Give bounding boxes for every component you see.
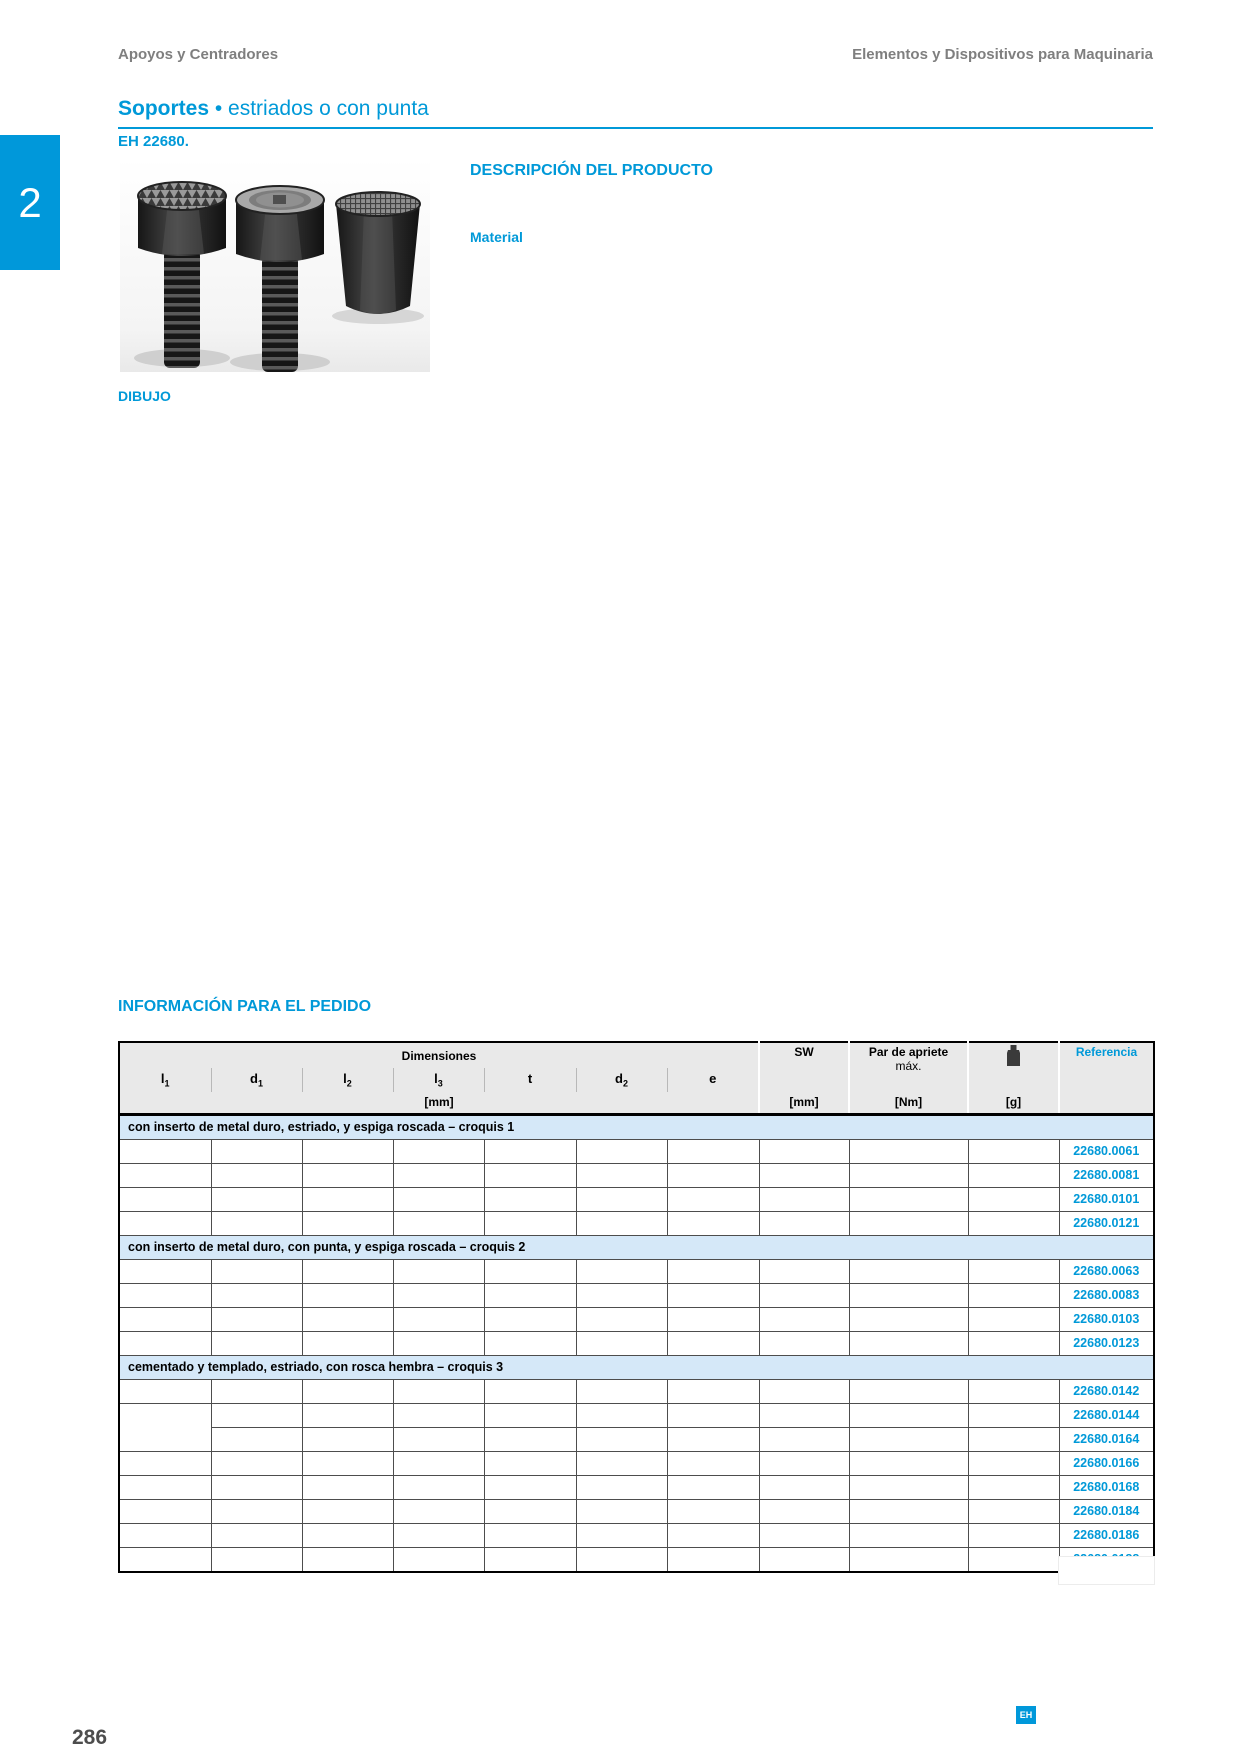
empty-cell	[119, 1259, 211, 1283]
empty-cell	[576, 1187, 667, 1211]
empty-cell	[759, 1451, 849, 1475]
empty-cell	[759, 1259, 849, 1283]
empty-cell	[968, 1523, 1059, 1547]
empty-cell	[667, 1403, 759, 1427]
empty-cell	[393, 1331, 484, 1355]
reference-cell: 22680.0121	[1059, 1211, 1154, 1235]
reference-cell: 22680.0186	[1059, 1523, 1154, 1547]
empty-cell	[759, 1211, 849, 1235]
table-row	[119, 1283, 1154, 1307]
empty-cell	[211, 1163, 302, 1187]
reference-cell: 22680.0164	[1059, 1427, 1154, 1451]
empty-cell	[393, 1211, 484, 1235]
empty-cell	[211, 1307, 302, 1331]
table-row	[119, 1163, 1154, 1187]
empty-cell	[484, 1259, 576, 1283]
empty-cell	[302, 1283, 393, 1307]
empty-cell	[576, 1403, 667, 1427]
empty-cell	[849, 1427, 968, 1451]
empty-cell	[484, 1523, 576, 1547]
empty-cell	[849, 1283, 968, 1307]
empty-cell	[393, 1523, 484, 1547]
empty-cell	[968, 1187, 1059, 1211]
empty-cell	[119, 1547, 211, 1572]
empty-cell	[393, 1307, 484, 1331]
empty-cell	[119, 1523, 211, 1547]
header-col-e: e	[667, 1068, 759, 1092]
empty-cell	[211, 1427, 302, 1451]
empty-cell	[667, 1187, 759, 1211]
empty-cell	[576, 1427, 667, 1451]
empty-cell	[393, 1451, 484, 1475]
empty-cell	[119, 1163, 211, 1187]
empty-cell	[393, 1403, 484, 1427]
header-col-d2: $d_2$	[576, 1068, 667, 1092]
empty-cell	[968, 1163, 1059, 1187]
empty-cell	[759, 1499, 849, 1523]
empty-cell	[667, 1499, 759, 1523]
table-row	[119, 1403, 1154, 1427]
empty-cell	[576, 1379, 667, 1403]
empty-cell	[576, 1211, 667, 1235]
empty-cell	[302, 1475, 393, 1499]
empty-cell	[576, 1259, 667, 1283]
empty-cell	[667, 1259, 759, 1283]
empty-cell	[849, 1307, 968, 1331]
empty-cell	[667, 1139, 759, 1163]
empty-cell	[759, 1379, 849, 1403]
section-label: cementado y templado, estriado, con rosca hembra – croquis 3	[119, 1355, 1154, 1379]
empty-cell	[302, 1163, 393, 1187]
empty-cell	[849, 1211, 968, 1235]
empty-cell	[667, 1283, 759, 1307]
empty-cell	[849, 1499, 968, 1523]
running-header-right: Elementos y Dispositivos para Maquinaria	[852, 46, 1153, 63]
empty-cell	[849, 1379, 968, 1403]
empty-cell	[667, 1547, 759, 1572]
empty-cell	[667, 1379, 759, 1403]
empty-cell	[211, 1523, 302, 1547]
header-col-t: t	[484, 1068, 576, 1092]
empty-cell	[759, 1307, 849, 1331]
empty-cell	[968, 1379, 1059, 1403]
ordering-table	[118, 1041, 1155, 1573]
empty-cell	[576, 1163, 667, 1187]
empty-cell	[119, 1187, 211, 1211]
empty-cell	[968, 1499, 1059, 1523]
empty-cell	[576, 1307, 667, 1331]
empty-cell	[968, 1427, 1059, 1451]
empty-cell	[302, 1403, 393, 1427]
empty-cell	[759, 1547, 849, 1572]
section-row-3	[119, 1355, 1154, 1379]
empty-cell	[211, 1331, 302, 1355]
empty-cell	[484, 1403, 576, 1427]
chapter-tab	[0, 135, 60, 270]
header-dimensions: Dimensiones	[119, 1042, 759, 1068]
empty-cell	[759, 1139, 849, 1163]
reference-cell: 22680.0063	[1059, 1259, 1154, 1283]
empty-cell	[849, 1163, 968, 1187]
empty-cell	[393, 1187, 484, 1211]
empty-cell	[484, 1163, 576, 1187]
reference-cell: 22680.0061	[1059, 1139, 1154, 1163]
empty-cell	[211, 1211, 302, 1235]
empty-cell	[667, 1163, 759, 1187]
empty-cell	[968, 1307, 1059, 1331]
units-dimensions: [mm]	[119, 1092, 759, 1114]
table-row	[119, 1427, 1154, 1451]
header-col-l3: $l_3$	[393, 1068, 484, 1092]
units-weight: [g]	[968, 1092, 1059, 1114]
empty-cell	[119, 1283, 211, 1307]
drawing-heading: DIBUJO	[118, 388, 171, 404]
empty-cell	[759, 1331, 849, 1355]
empty-cell	[576, 1547, 667, 1572]
empty-cell	[849, 1139, 968, 1163]
reference-cell: 22680.0083	[1059, 1283, 1154, 1307]
empty-cell	[393, 1475, 484, 1499]
table-row	[119, 1547, 1154, 1572]
empty-cell	[211, 1451, 302, 1475]
page-title-rest: • estriados o con punta	[214, 97, 429, 120]
empty-cell	[759, 1187, 849, 1211]
empty-cell	[484, 1547, 576, 1572]
empty-cell	[576, 1331, 667, 1355]
empty-cell	[393, 1427, 484, 1451]
empty-cell	[393, 1283, 484, 1307]
table-row	[119, 1139, 1154, 1163]
empty-cell	[211, 1187, 302, 1211]
table-row	[119, 1475, 1154, 1499]
header-weight	[968, 1042, 1059, 1092]
empty-cell	[302, 1139, 393, 1163]
section-row-1	[119, 1114, 1154, 1139]
empty-cell	[484, 1379, 576, 1403]
empty-cell	[119, 1379, 211, 1403]
empty-cell	[119, 1331, 211, 1355]
empty-cell	[849, 1259, 968, 1283]
empty-cell	[484, 1331, 576, 1355]
eh-logo: EH	[1016, 1706, 1036, 1724]
empty-cell	[968, 1259, 1059, 1283]
empty-cell	[393, 1379, 484, 1403]
empty-cell	[759, 1283, 849, 1307]
reference-cell: 22680.0142	[1059, 1379, 1154, 1403]
table-row	[119, 1379, 1154, 1403]
empty-cell	[576, 1523, 667, 1547]
empty-cell	[484, 1427, 576, 1451]
header-col-l2: $l_2$	[302, 1068, 393, 1092]
empty-cell	[211, 1259, 302, 1283]
empty-cell	[119, 1211, 211, 1235]
product-photo-image	[120, 158, 430, 372]
empty-cell	[576, 1499, 667, 1523]
empty-cell	[576, 1139, 667, 1163]
empty-cell	[667, 1427, 759, 1451]
header-referencia: Referencia	[1059, 1042, 1154, 1114]
empty-cell	[667, 1211, 759, 1235]
empty-cell	[968, 1451, 1059, 1475]
empty-cell	[211, 1547, 302, 1572]
empty-cell	[576, 1283, 667, 1307]
empty-cell	[968, 1475, 1059, 1499]
empty-cell	[119, 1139, 211, 1163]
empty-cell	[302, 1379, 393, 1403]
table-row	[119, 1211, 1154, 1235]
product-photo	[120, 158, 430, 372]
table-header	[119, 1042, 1154, 1114]
empty-cell	[393, 1547, 484, 1572]
revision-box	[1058, 1556, 1155, 1585]
empty-cell	[393, 1163, 484, 1187]
empty-cell	[759, 1523, 849, 1547]
empty-cell	[119, 1499, 211, 1523]
empty-cell	[576, 1451, 667, 1475]
empty-cell	[119, 1451, 211, 1475]
empty-cell	[968, 1331, 1059, 1355]
merged-cell	[119, 1403, 211, 1451]
empty-cell	[393, 1499, 484, 1523]
product-code: EH 22680.	[118, 133, 189, 150]
empty-cell	[484, 1211, 576, 1235]
ordering-heading: INFORMACIÓN PARA EL PEDIDO	[118, 998, 372, 1015]
section-row-2	[119, 1235, 1154, 1259]
empty-cell	[849, 1523, 968, 1547]
empty-cell	[211, 1475, 302, 1499]
page-title-bold: Soportes	[118, 97, 210, 120]
header-sw: SW	[759, 1042, 849, 1092]
reference-cell: 22680.0101	[1059, 1187, 1154, 1211]
header-torque-line1: Par de apriete	[868, 1045, 949, 1059]
empty-cell	[849, 1403, 968, 1427]
table-row	[119, 1499, 1154, 1523]
empty-cell	[302, 1331, 393, 1355]
reference-cell: 22680.0081	[1059, 1163, 1154, 1187]
empty-cell	[968, 1139, 1059, 1163]
empty-cell	[119, 1307, 211, 1331]
empty-cell	[759, 1475, 849, 1499]
empty-cell	[667, 1307, 759, 1331]
empty-cell	[302, 1499, 393, 1523]
table-row	[119, 1259, 1154, 1283]
empty-cell	[849, 1331, 968, 1355]
reference-cell: 22680.0144	[1059, 1403, 1154, 1427]
section-label: con inserto de metal duro, con punta, y espiga roscada – croquis 2	[119, 1235, 1154, 1259]
empty-cell	[849, 1187, 968, 1211]
empty-cell	[759, 1403, 849, 1427]
empty-cell	[302, 1187, 393, 1211]
empty-cell	[211, 1403, 302, 1427]
reference-cell: 22680.0166	[1059, 1451, 1154, 1475]
empty-cell	[667, 1451, 759, 1475]
empty-cell	[302, 1259, 393, 1283]
empty-cell	[849, 1475, 968, 1499]
section-label: con inserto de metal duro, estriado, y espiga roscada – croquis 1	[119, 1114, 1154, 1139]
empty-cell	[667, 1475, 759, 1499]
empty-cell	[302, 1211, 393, 1235]
empty-cell	[302, 1523, 393, 1547]
description-heading: DESCRIPCIÓN DEL PRODUCTO	[470, 162, 713, 179]
header-torque	[849, 1042, 968, 1092]
empty-cell	[849, 1451, 968, 1475]
title-rule	[118, 127, 1153, 129]
empty-cell	[211, 1499, 302, 1523]
table-body	[119, 1114, 1154, 1572]
table-row	[119, 1307, 1154, 1331]
empty-cell	[759, 1163, 849, 1187]
empty-cell	[576, 1475, 667, 1499]
empty-cell	[484, 1307, 576, 1331]
empty-cell	[484, 1139, 576, 1163]
empty-cell	[759, 1427, 849, 1451]
reference-cell: 22680.0168	[1059, 1475, 1154, 1499]
table-row	[119, 1331, 1154, 1355]
table-row	[119, 1523, 1154, 1547]
reference-cell: 22680.0103	[1059, 1307, 1154, 1331]
empty-cell	[211, 1139, 302, 1163]
empty-cell	[302, 1307, 393, 1331]
empty-cell	[968, 1283, 1059, 1307]
empty-cell	[484, 1475, 576, 1499]
reference-cell: 22680.0123	[1059, 1331, 1154, 1355]
empty-cell	[211, 1283, 302, 1307]
empty-cell	[968, 1403, 1059, 1427]
empty-cell	[968, 1547, 1059, 1572]
empty-cell	[393, 1139, 484, 1163]
header-col-l1: $l_1$	[119, 1068, 211, 1092]
chapter-tab-number: 2	[18, 178, 42, 226]
empty-cell	[211, 1379, 302, 1403]
empty-cell	[484, 1451, 576, 1475]
weight-icon	[1006, 1045, 1021, 1066]
empty-cell	[119, 1475, 211, 1499]
empty-cell	[968, 1211, 1059, 1235]
page-title	[118, 97, 429, 121]
empty-cell	[484, 1499, 576, 1523]
reference-cell: 22680.0184	[1059, 1499, 1154, 1523]
empty-cell	[667, 1523, 759, 1547]
empty-cell	[667, 1331, 759, 1355]
empty-cell	[302, 1451, 393, 1475]
empty-cell	[484, 1283, 576, 1307]
running-header-left: Apoyos y Centradores	[118, 46, 279, 63]
ordering-table-wrap	[118, 1041, 1155, 1573]
empty-cell	[302, 1547, 393, 1572]
page-number: 286	[72, 1726, 108, 1749]
units-sw: [mm]	[759, 1092, 849, 1114]
empty-cell	[849, 1547, 968, 1572]
empty-cell	[393, 1259, 484, 1283]
table-row	[119, 1451, 1154, 1475]
empty-cell	[484, 1187, 576, 1211]
material-label: Material	[470, 229, 523, 245]
header-col-d1: $d_1$	[211, 1068, 302, 1092]
units-torque: [Nm]	[849, 1092, 968, 1114]
header-torque-line2: máx.	[895, 1059, 922, 1073]
table-row	[119, 1187, 1154, 1211]
empty-cell	[302, 1427, 393, 1451]
